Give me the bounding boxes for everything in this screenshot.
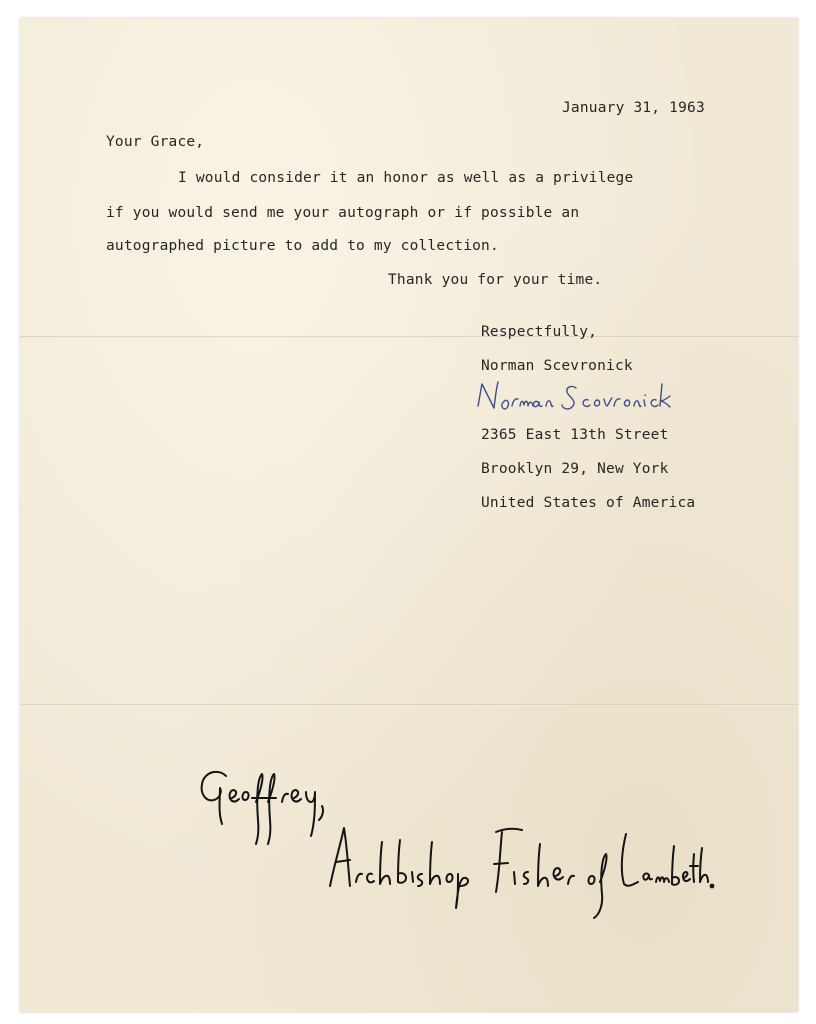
salutation: Your Grace, bbox=[106, 134, 205, 150]
body-line: I would consider it an honor as well as a privilege bbox=[178, 170, 634, 186]
sender-name: Norman Scevronick bbox=[481, 358, 633, 374]
letter-date: January 31, 1963 bbox=[562, 100, 705, 116]
paper-fold-line bbox=[20, 704, 798, 706]
thanks-line: Thank you for your time. bbox=[388, 272, 603, 288]
paper-fold-line bbox=[20, 336, 798, 338]
body-line: autographed picture to add to my collection. bbox=[106, 238, 499, 254]
sender-signature bbox=[472, 376, 692, 422]
address-line: Brooklyn 29, New York bbox=[481, 461, 669, 477]
reply-signature bbox=[196, 762, 716, 932]
address-line: United States of America bbox=[481, 495, 696, 511]
body-line: if you would send me your autograph or if possible an bbox=[106, 205, 580, 221]
closing: Respectfully, bbox=[481, 324, 598, 340]
address-line: 2365 East 13th Street bbox=[481, 427, 669, 443]
